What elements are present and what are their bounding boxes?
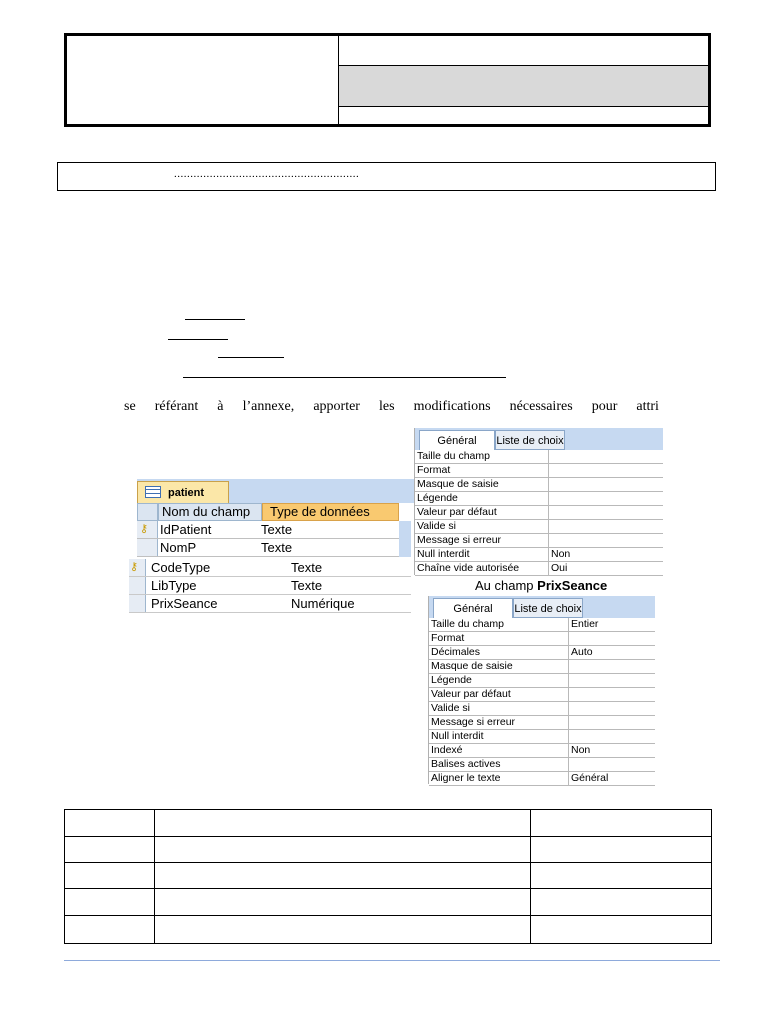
tab-lookup[interactable]: Liste de choix <box>495 430 565 450</box>
header-row-1 <box>339 36 708 66</box>
row-selector <box>129 595 146 612</box>
property-row[interactable] <box>429 716 655 730</box>
field-type: Texte <box>261 522 293 537</box>
property-row[interactable] <box>415 548 663 562</box>
vertical-scrollbar[interactable] <box>399 521 411 557</box>
key-icon: ⚷ <box>140 523 149 535</box>
field-properties-panel-2 <box>428 596 655 784</box>
table-row[interactable] <box>137 521 399 539</box>
answer-row <box>65 810 712 837</box>
caption-prixseance <box>475 578 607 593</box>
property-row[interactable] <box>429 772 655 786</box>
table-row[interactable] <box>129 577 411 595</box>
footer-rule <box>64 960 720 961</box>
answer-cell[interactable] <box>155 863 531 889</box>
property-value: Général <box>571 772 609 784</box>
header-right-cell <box>339 36 708 124</box>
field-type: Texte <box>291 578 323 593</box>
access-table-design-2 <box>129 559 411 619</box>
property-value: Oui <box>551 562 568 574</box>
property-row[interactable] <box>415 492 663 506</box>
header-box <box>64 33 711 127</box>
answer-cell[interactable] <box>531 916 712 944</box>
field-type: Numérique <box>291 596 355 611</box>
para-word: se <box>124 399 136 414</box>
tab-lookup[interactable]: Liste de choix <box>513 598 583 618</box>
field-properties-panel-1 <box>414 428 663 575</box>
answer-row <box>65 863 712 889</box>
property-row[interactable] <box>429 646 655 660</box>
para-word: pour <box>591 399 618 414</box>
property-label: Aligner le texte <box>431 772 501 784</box>
name-box <box>57 162 716 191</box>
answer-cell[interactable] <box>155 916 531 944</box>
answer-cell[interactable] <box>531 863 712 889</box>
property-label: Taille du champ <box>431 618 504 630</box>
answer-cell[interactable] <box>531 810 712 837</box>
header-left-cell <box>67 36 339 124</box>
property-value: Non <box>551 548 571 560</box>
answer-cell[interactable] <box>65 837 155 863</box>
tab-patient-label: patient <box>168 487 205 499</box>
property-label: Légende <box>431 674 472 686</box>
table-row[interactable] <box>129 595 411 613</box>
property-label: Décimales <box>431 646 481 658</box>
property-label: Masque de saisie <box>417 478 499 490</box>
header-row-2 <box>339 66 708 107</box>
para-word: à <box>217 399 224 414</box>
answer-row <box>65 916 712 944</box>
property-label: Chaîne vide autorisée <box>417 562 520 574</box>
answer-table <box>64 809 712 944</box>
answer-cell[interactable] <box>531 837 712 863</box>
column-header-name: Nom du champ <box>158 503 262 521</box>
field-type: Texte <box>291 560 323 575</box>
property-label: Valide si <box>431 702 470 714</box>
underline-2 <box>168 339 228 340</box>
para-word: les <box>379 399 395 414</box>
property-label: Indexé <box>431 744 463 756</box>
table-row[interactable] <box>129 559 411 577</box>
property-label: Null interdit <box>431 730 484 742</box>
field-name: LibType <box>151 578 197 593</box>
property-label: Message si erreur <box>431 716 516 728</box>
property-row[interactable] <box>429 744 655 758</box>
row-selector <box>129 559 146 576</box>
property-row[interactable] <box>429 702 655 716</box>
property-row[interactable] <box>429 618 655 632</box>
field-type: Texte <box>261 540 293 555</box>
property-value: Non <box>571 744 591 756</box>
para-word: apporter <box>313 399 360 414</box>
select-all-corner[interactable] <box>137 503 158 521</box>
property-label: Message si erreur <box>417 534 502 546</box>
answer-cell[interactable] <box>155 889 531 916</box>
property-label: Format <box>417 464 451 476</box>
tab-patient[interactable] <box>137 481 229 503</box>
property-row[interactable] <box>429 758 655 772</box>
property-label: Valeur par défaut <box>417 506 497 518</box>
property-label: Masque de saisie <box>431 660 513 672</box>
property-row[interactable] <box>415 520 663 534</box>
property-label: Valide si <box>417 520 456 532</box>
answer-cell[interactable] <box>65 810 155 837</box>
property-row[interactable] <box>429 632 655 646</box>
property-label: Valeur par défaut <box>431 688 511 700</box>
property-row[interactable] <box>415 562 663 576</box>
field-name: NomP <box>160 540 197 555</box>
underline-3 <box>218 357 284 358</box>
property-row[interactable] <box>429 730 655 744</box>
answer-cell[interactable] <box>65 863 155 889</box>
answer-row <box>65 837 712 863</box>
property-label: Balises actives <box>431 758 501 770</box>
instruction-paragraph <box>124 399 659 415</box>
header-row-3 <box>339 107 708 124</box>
tab-general[interactable]: Général <box>433 598 513 618</box>
properties-tabs <box>415 428 663 450</box>
property-row[interactable] <box>429 660 655 674</box>
property-row[interactable] <box>415 534 663 548</box>
property-label: Légende <box>417 492 458 504</box>
row-selector <box>137 521 158 538</box>
property-row[interactable] <box>429 674 655 688</box>
property-label: Null interdit <box>417 548 470 560</box>
property-label: Format <box>431 632 465 644</box>
answer-row <box>65 889 712 916</box>
underline-4 <box>183 377 506 378</box>
answer-cell[interactable] <box>65 889 155 916</box>
table-icon <box>145 486 161 498</box>
properties-tabs <box>429 596 655 618</box>
name-dots: ......................................................... <box>174 168 360 180</box>
property-row[interactable] <box>415 478 663 492</box>
grid-header <box>137 503 399 521</box>
property-row[interactable] <box>415 506 663 520</box>
property-label: Taille du champ <box>417 450 490 462</box>
tab-general[interactable]: Général <box>419 430 495 450</box>
underline-1 <box>185 319 245 320</box>
row-selector <box>129 577 146 594</box>
property-value: Auto <box>571 646 593 658</box>
answer-cell[interactable] <box>65 916 155 944</box>
para-word: attri <box>636 399 659 414</box>
caption-prefix: Au champ <box>475 578 538 593</box>
answer-cell[interactable] <box>531 889 712 916</box>
key-icon: ⚷ <box>130 561 139 573</box>
field-name: CodeType <box>151 560 211 575</box>
property-row[interactable] <box>415 450 663 464</box>
property-value: Entier <box>571 618 599 630</box>
property-row[interactable] <box>415 464 663 478</box>
para-word: l’annexe, <box>242 399 295 414</box>
column-header-type: Type de données <box>262 503 399 521</box>
field-name: PrixSeance <box>151 596 218 611</box>
answer-cell[interactable] <box>155 837 531 863</box>
para-word: référant <box>154 399 199 414</box>
property-row[interactable] <box>429 688 655 702</box>
table-row[interactable] <box>137 539 399 557</box>
row-selector <box>137 539 158 556</box>
para-word: modifications <box>413 399 491 414</box>
answer-cell[interactable] <box>155 810 531 837</box>
caption-field: PrixSeance <box>537 578 608 593</box>
para-word: nécessaires <box>509 399 573 414</box>
field-name: IdPatient <box>160 522 212 537</box>
